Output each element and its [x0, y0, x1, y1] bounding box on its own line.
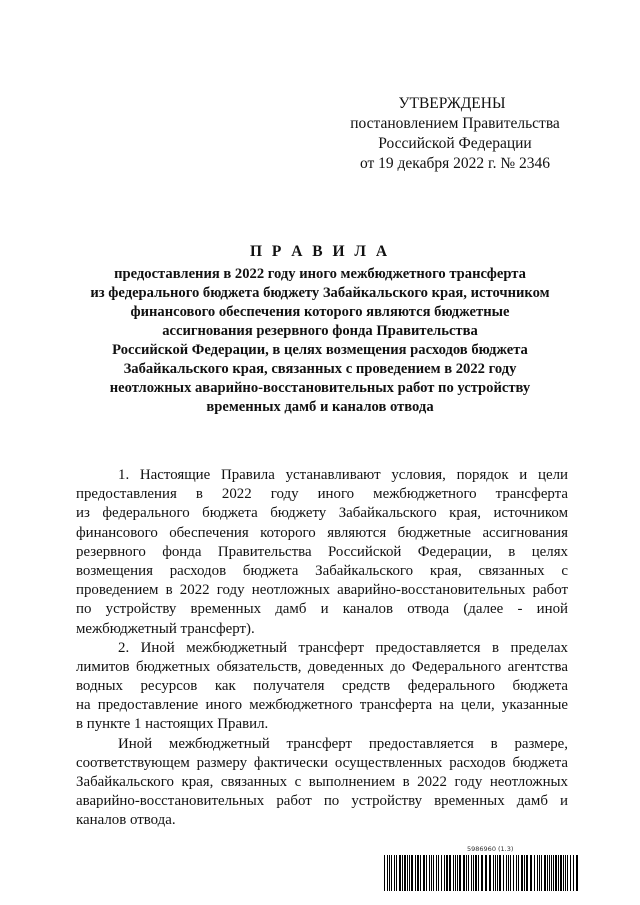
body-line: по устройству временных дамб и каналов отвода (далее - иной: [76, 601, 568, 618]
document-title: П Р А В И Л А: [249, 243, 391, 260]
subtitle-line: из федерального бюджета бюджету Забайкальского края, источником: [90, 285, 550, 301]
subtitle-line: Забайкальского края, связанных с проведением в 2022 году: [123, 361, 517, 377]
approval-line-2: Российской Федерации: [378, 135, 532, 152]
body-line: в пункте 1 настоящих Правил.: [76, 716, 269, 733]
body-line: финансового обеспечения которого являются бюджетные ассигнования: [76, 524, 568, 541]
approved-heading: УТВЕРЖДЕНЫ: [398, 95, 506, 112]
approval-line-1: постановлением Правительства: [350, 115, 560, 132]
document-barcode: [384, 845, 580, 895]
barcode-icon: [384, 855, 580, 891]
body-line: проведением в 2022 году неотложных аварийно-восстановительных работ: [76, 582, 568, 599]
body-line: 1. Настоящие Правила устанавливают условия, порядок и цели: [118, 467, 568, 483]
body-line: водных ресурсов как получателя средств федерального бюджета: [76, 678, 568, 695]
document-body: [76, 466, 568, 831]
subtitle-line: финансового обеспечения которого являются бюджетные: [130, 304, 510, 320]
body-line: аварийно-восстановительных работ по устройству временных дамб и: [76, 793, 568, 810]
subtitle-line: временных дамб и каналов отвода: [206, 399, 434, 415]
subtitle-line: ассигнования резервного фонда Правительства: [162, 323, 478, 339]
barcode-label: 5986960 (1.3): [467, 845, 514, 853]
body-line: резервного фонда Правительства Российской Федерации, в целях: [76, 543, 568, 560]
body-line: Иной межбюджетный трансферт предоставляется в размере,: [118, 735, 568, 752]
body-line: Забайкальского края, связанных с выполнением в 2022 году неотложных: [76, 774, 568, 790]
body-line: лимитов бюджетных обязательств, доведенных до Федерального агентства: [76, 658, 568, 675]
body-line: межбюджетный трансферт).: [76, 620, 255, 637]
approval-block: [330, 94, 580, 174]
body-line: 2. Иной межбюджетный трансферт предоставляется в пределах: [118, 639, 568, 656]
subtitle-line: предоставления в 2022 году иного межбюджетного трансферта: [114, 266, 526, 282]
subtitle-line: Российской Федерации, в целях возмещения расходов бюджета: [112, 342, 528, 358]
body-line: из федерального бюджета бюджету Забайкальского края, источником: [76, 505, 568, 522]
body-line: на предоставление иного межбюджетного трансферта на цели, указанные: [76, 697, 568, 714]
body-line: каналов отвода.: [76, 812, 176, 829]
body-line: возмещения расходов бюджета Забайкальского края, связанных с: [76, 562, 568, 579]
body-line: предоставления в 2022 году иного межбюджетного трансферта: [76, 486, 568, 503]
approval-line-3: от 19 декабря 2022 г. № 2346: [359, 155, 551, 172]
document-subtitle: [60, 265, 580, 417]
body-line: соответствующем размеру фактически осуществленных расходов бюджета: [76, 754, 568, 771]
subtitle-line: неотложных аварийно-восстановительных работ по устройству: [109, 380, 531, 396]
